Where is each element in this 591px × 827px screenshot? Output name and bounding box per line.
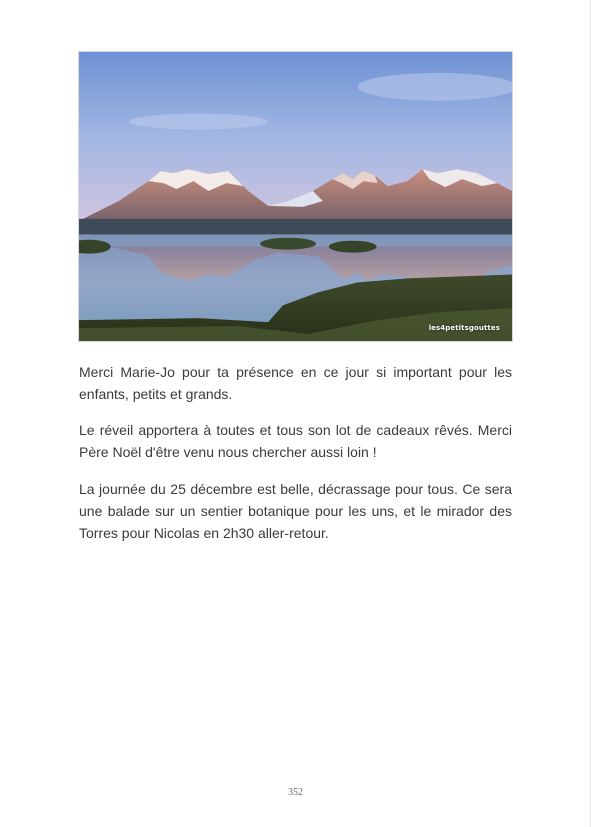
paragraph-2: Le réveil apportera à toutes et tous son lot de cadeaux rêvés. Merci Père Noël d'être venu nous chercher aussi loin !	[79, 422, 512, 460]
landscape-photo	[78, 51, 513, 342]
page-number: 352	[288, 787, 303, 798]
landscape-illustration	[79, 52, 512, 341]
paragraph-1: Merci Marie-Jo pour ta présence en ce jour si important pour les enfants, petits et grands.	[79, 364, 512, 402]
paragraph-3: La journée du 25 décembre est belle, décrassage pour tous. Ce sera une balade sur un sentier botanique pour les uns, et le mirador des Torres pour Nicolas en 2h30 aller-retour.	[79, 481, 512, 541]
photo-watermark: les4petitsgouttes	[428, 324, 500, 332]
